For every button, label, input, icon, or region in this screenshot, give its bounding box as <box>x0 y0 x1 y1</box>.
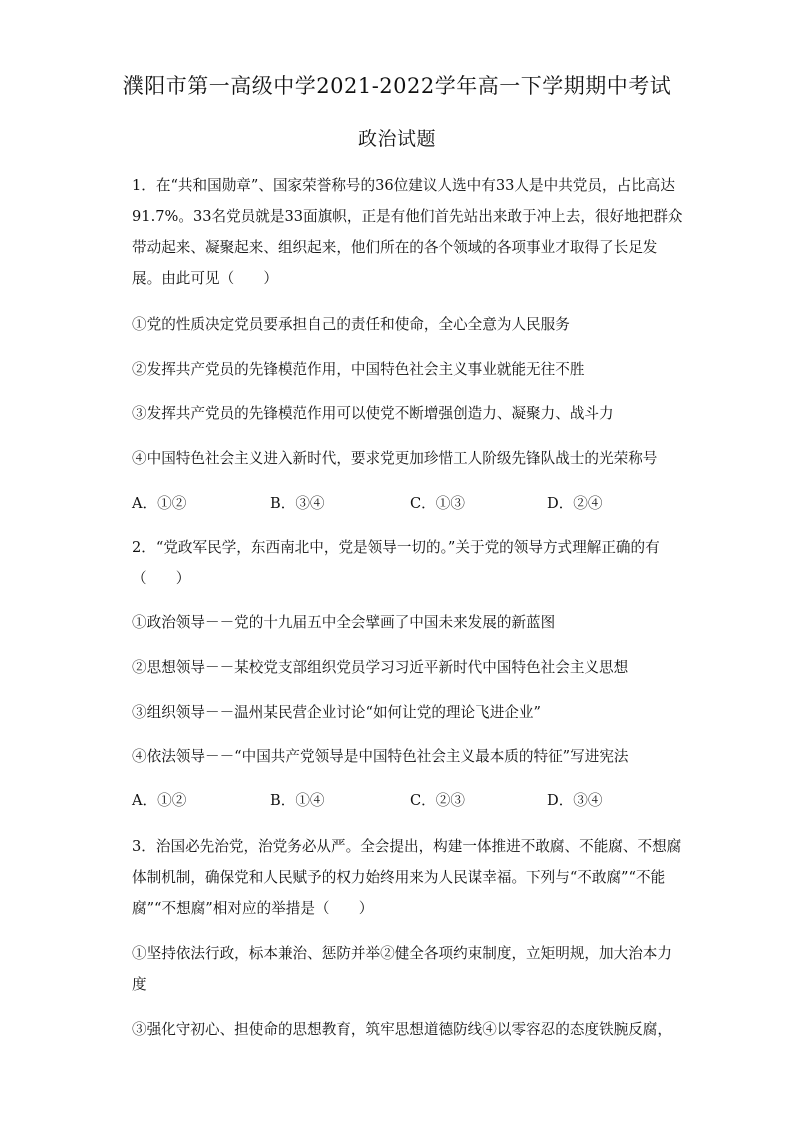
question-1-statement: ②发挥共产党员的先锋模范作用，中国特色社会主义事业就能无往不胜 <box>132 361 585 378</box>
question-3-stem-line: 体制机制，确保党和人民赋予的权力始终用来为人民谋幸福。下列与“不敢腐”“不能 <box>132 869 666 886</box>
question-3-stem-line: 腐”“不想腐”相对应的举措是（ ） <box>132 900 374 917</box>
question-2-option-b[interactable]: B．①④ <box>270 792 325 809</box>
question-1-option-b[interactable]: B．③④ <box>270 495 325 512</box>
question-1-option-a[interactable]: A．①② <box>132 495 187 512</box>
question-1-statement: ①党的性质决定党员要承担自己的责任和使命，全心全意为人民服务 <box>132 316 570 333</box>
question-2-statement: ③组织领导－－温州某民营企业讨论“如何让党的理论飞进企业” <box>132 704 541 721</box>
question-1-statement: ④中国特色社会主义进入新时代，要求党更加珍惜工人阶级先锋队战士的光荣称号 <box>132 450 658 467</box>
question-2-option-c[interactable]: C．②③ <box>410 792 465 809</box>
question-1-statement: ③发挥共产党员的先锋模范作用可以使党不断增强创造力、凝聚力、战斗力 <box>132 405 614 422</box>
question-2-statement: ②思想领导－－某校党支部组织党员学习习近平新时代中国特色社会主义思想 <box>132 659 629 676</box>
question-1-stem-line: 91.7%。33名党员就是33面旗帜，正是有他们首先站出来敢于冲上去，很好地把群众 <box>132 208 683 225</box>
question-2-option-d[interactable]: D．③④ <box>547 792 603 809</box>
question-2-stem-line: 2．“党政军民学，东西南北中，党是领导一切的。”关于党的领导方式理解正确的有 <box>132 539 660 556</box>
question-1-stem-line: 展。由此可见（ ） <box>132 270 278 287</box>
question-2-statement: ④依法领导－－“中国共产党领导是中国特色社会主义最本质的特征”写进宪法 <box>132 748 629 765</box>
question-1-stem-line: 1．在“共和国勋章”、国家荣誉称号的36位建议人选中有33人是中共党员，占比高达 <box>132 177 675 194</box>
question-1-option-c[interactable]: C．①③ <box>410 495 465 512</box>
question-2-stem-line: （ ） <box>132 570 191 587</box>
question-2-statement: ①政治领导－－党的十九届五中全会擘画了中国未来发展的新蓝图 <box>132 614 556 631</box>
question-2-option-a[interactable]: A．①② <box>132 792 187 809</box>
question-3-statement: ③强化守初心、担使命的思想教育，筑牢思想道德防线④以零容忍的态度铁腕反腐， <box>132 1021 672 1038</box>
exam-subtitle: 政治试题 <box>357 128 436 150</box>
question-3-stem-line: 3．治国必先治党，治党务必从严。全会提出，构建一体推进不敢腐、不能腐、不想腐 <box>132 838 682 855</box>
exam-title: 濮阳市第一高级中学2021-2022学年高一下学期期中考试 <box>122 74 672 98</box>
question-3-statement: 度 <box>132 976 147 993</box>
question-1-option-d[interactable]: D．②④ <box>547 495 603 512</box>
question-3-statement: ①坚持依法行政，标本兼治、惩防并举②健全各项约束制度，立矩明规，加大治本力 <box>132 945 672 962</box>
question-1-stem-line: 带动起来、凝聚起来、组织起来，他们所在的各个领域的各项事业才取得了长足发 <box>132 239 658 256</box>
